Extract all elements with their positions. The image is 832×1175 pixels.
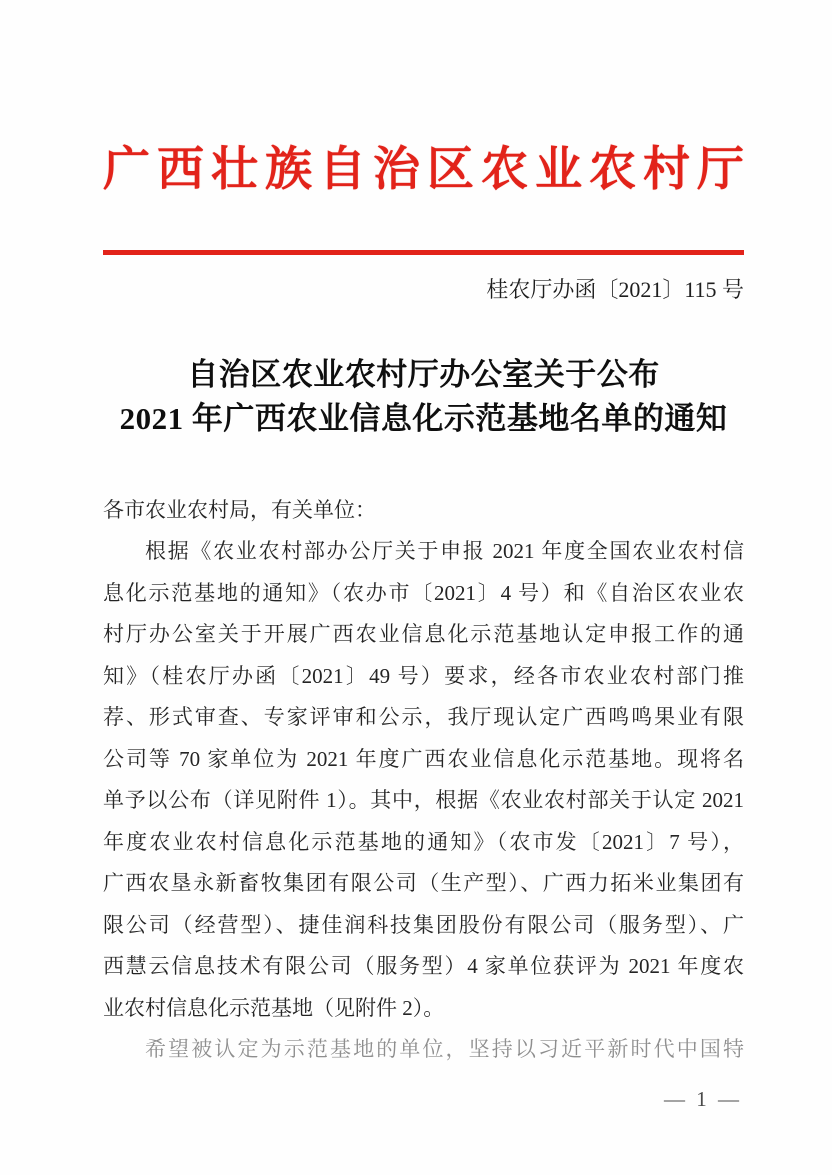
body-line: 广西农垦永新畜牧集团有限公司（生产型）、广西力拓米业集团有: [103, 871, 744, 896]
body-line: 业农村信息化示范基地（见附件 2）。: [103, 995, 445, 1020]
body-line: 公司等 70 家单位为 2021 年度广西农业信息化示范基地。现将名: [103, 746, 744, 771]
page-number: — 1 —: [664, 1086, 742, 1111]
body-line: 限公司（经营型）、捷佳润科技集团股份有限公司（服务型）、广: [103, 912, 744, 937]
document-content: [103, 0, 744, 1112]
body-line: 单予以公布（详见附件 1）。其中，根据《农业农村部关于认定 2021: [103, 788, 744, 813]
notice-body: [103, 490, 744, 1071]
salutation-line: 各市农业农村局，有关单位：: [103, 497, 376, 522]
notice-title-line-2: 2021 年广西农业信息化示范基地名单的通知: [119, 400, 728, 436]
body-line: 村厅办公室关于开展广西农业信息化示范基地认定申报工作的通: [103, 622, 744, 647]
red-divider-line: [103, 250, 744, 255]
notice-title: [103, 353, 744, 441]
agency-header-title: 广西壮族自治区农业农村厅: [103, 144, 744, 196]
body-line: 知》（桂农厅办函〔2021〕49 号）要求，经各市农业农村部门推: [103, 663, 744, 688]
document-reference-number: 桂农厅办函〔2021〕115 号: [486, 276, 744, 302]
body-line: 息化示范基地的通知》（农办市〔2021〕4 号）和《自治区农业农: [103, 580, 744, 605]
notice-title-line-1: 自治区农业农村厅办公室关于公布: [187, 356, 660, 392]
body-line-faded: 希望被认定为示范基地的单位，坚持以习近平新时代中国特: [145, 1037, 744, 1062]
body-line: 西慧云信息技术有限公司（服务型）4 家单位获评为 2021 年度农: [103, 954, 744, 979]
body-line: 根据《农业农村部办公厅关于申报 2021 年度全国农业农村信: [145, 539, 744, 564]
body-line: 年度农业农村信息化示范基地的通知》（农市发〔2021〕7 号），: [103, 829, 744, 854]
body-line: 荐、形式审查、专家评审和公示，我厅现认定广西鸣鸣果业有限: [103, 705, 744, 730]
